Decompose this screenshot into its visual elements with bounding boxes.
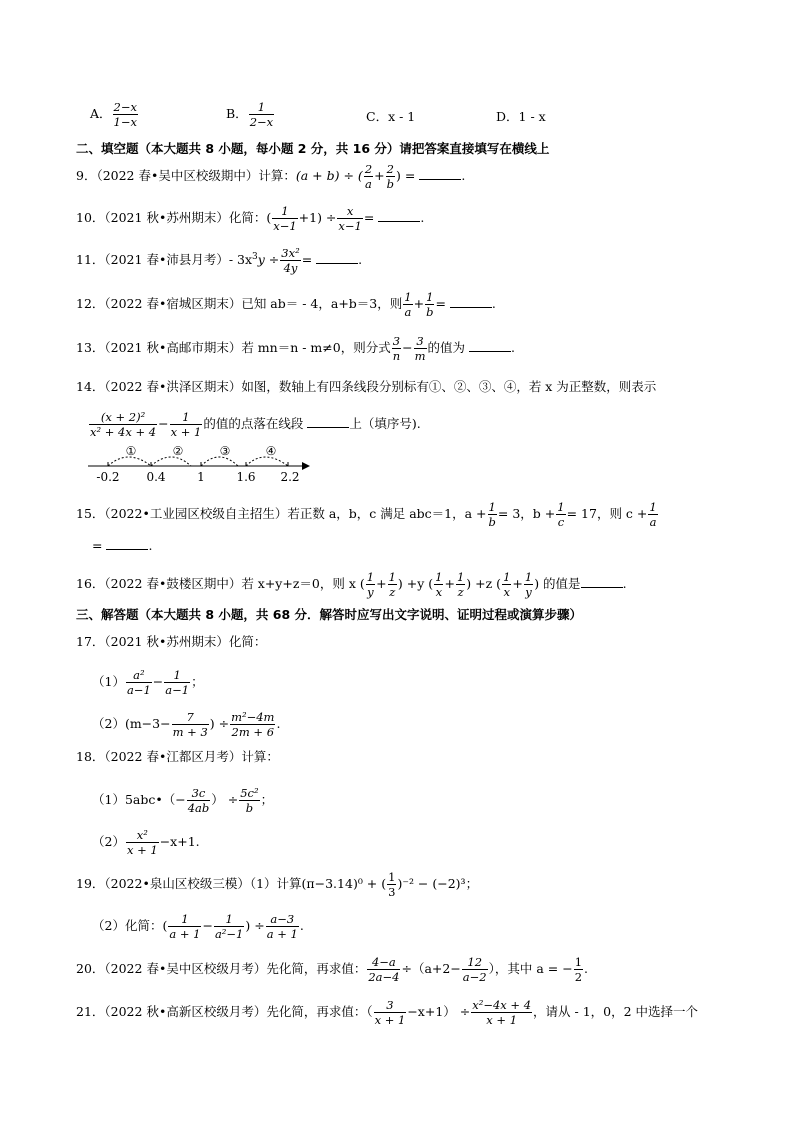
segment-label-2: ② — [172, 444, 184, 458]
option-d: D．1 - x — [496, 109, 546, 124]
question-16: 16．（2022 春•鼓楼区期中）若 x+y+z＝0，则 x ( $\frac{1}{y}$ + $\frac{1}{z}$ ) +y ( $\frac{1}{x}$ + $\frac{1}{z}$ ) +z ( $\frac{1}{x}$ + $\frac{1}{y}$ ) 的值是 . — [76, 570, 627, 599]
question-17-part-2: （2）(m−3− $\frac{7}{m + 3}$ ) ÷ $\frac{\text{m²−4m}}{2m + 6}$ . — [92, 710, 281, 739]
question-17: 17．（2021 秋•苏州期末）化简： — [76, 634, 267, 649]
answer-blank — [581, 575, 623, 588]
segment-1-arc — [108, 457, 151, 466]
option-b: B． $\frac{1}{2-x}$ — [226, 100, 274, 129]
option-c: C．x - 1 — [366, 109, 416, 124]
segment-3-arc — [201, 457, 238, 466]
question-9: 9．（2022 春•吴中区校级期中）计算：(a + b) ÷ ( $\frac{2}{a}$ + $\frac{2}{b}$ ) = . — [76, 162, 466, 191]
answer-blank — [419, 167, 461, 180]
option-b-fraction: $\frac{1}{2-x}$ — [249, 100, 274, 129]
section-3-heading: 三、解答题（本大题共 8 小题，共 68 分．解答时应写出文字说明、证明过程或演算步骤） — [76, 607, 583, 622]
question-15: 15．（2022•工业园区校级自主招生）若正数 a，b，c 满足 abc＝1，a + $\frac{1}{b}$ = 3，b + $\frac{1}{c}$ = 17，则 c + $\frac{1}{a}$ — [76, 500, 657, 529]
answer-blank — [307, 415, 349, 428]
section-2-heading: 二、填空题（本大题共 8 小题，每小题 2 分，共 16 分）请把答案直接填写在横线上 — [76, 141, 550, 156]
question-14: 14．（2022 春•洪泽区期末）如图，数轴上有四条线段分别标有①、②、③、④，若 x 为正整数，则表示 — [76, 379, 657, 394]
answer-blank — [378, 209, 420, 222]
segment-4-arc — [246, 457, 288, 466]
tick-label: 1 — [197, 470, 205, 484]
tick-label: 1.6 — [236, 470, 256, 484]
answer-blank — [469, 339, 511, 352]
question-11: 11．（2021 春•沛县月考）- $3x^3y$ ÷ $\frac{\text{3x²}}{4y}$ = . — [76, 246, 363, 275]
question-18: 18．（2022 春•江都区月考）计算： — [76, 749, 279, 764]
question-20: 20．（2022 春•吴中区校级月考）先化简，再求值： $\frac{4-a}{2a-4}$ ÷（a+2− $\frac{12}{a-2}$ ），其中 a = − $\frac{1}{2}$ . — [76, 955, 588, 984]
number-line — [88, 440, 318, 488]
question-12: 12．（2022 春•宿城区期末）已知 ab＝ - 4，a+b＝3，则 $\frac{1}{a}$ + $\frac{1}{b}$ = . — [76, 290, 496, 319]
question-19-part-2: （2）化简：( $\frac{1}{a + 1}$ − $\frac{1}{\text{a²−1}}$ ) ÷ $\frac{a-3}{a + 1}$ . — [92, 912, 304, 941]
question-14-expression: $\frac{\text{(x + 2)²}}{\text{x² + 4x + 4}}$ − $\frac{1}{x + 1}$ 的值的点落在线段 上（填序号). — [90, 410, 421, 439]
question-10: 10．（2021 秋•苏州期末）化简：( $\frac{1}{x-1}$ +1) ÷ $\frac{x}{x-1}$ = . — [76, 204, 425, 233]
question-13: 13．（2021 秋•高邮市期末）若 mn＝n - m≠0，则分式 $\frac{3}{n}$ − $\frac{3}{m}$ 的值为 . — [76, 334, 515, 363]
segment-label-4: ④ — [265, 444, 277, 458]
tick-label: -0.2 — [96, 470, 120, 484]
question-21: 21．（2022 秋•高新区校级月考）先化简，再求值：（ $\frac{3}{x + 1}$ −x+1） ÷ $\frac{\text{x²−4x + 4}}{x + 1}$ ，请从 - 1，0，2 中选择一个 — [76, 998, 699, 1027]
question-17-part-1: （1） $\frac{\text{a²}}{a-1}$ − $\frac{1}{a-1}$ ； — [92, 668, 204, 697]
tick-label: 0.4 — [146, 470, 166, 484]
answer-blank — [106, 537, 148, 550]
question-18-part-1: （1）5abc•（− $\frac{3c}{4ab}$ ） ÷ $\frac{\text{5c²}}{b}$ ； — [92, 786, 274, 815]
question-18-part-2: （2） $\frac{\text{x²}}{x + 1}$ −x+1. — [92, 828, 200, 857]
answer-blank — [450, 295, 492, 308]
segment-label-1: ① — [125, 444, 137, 458]
tick-label: 2.2 — [280, 470, 300, 484]
question-15-answer: = . — [92, 538, 153, 553]
segment-label-3: ③ — [219, 444, 231, 458]
option-a-fraction: $\frac{2-x}{1-x}$ — [113, 100, 137, 129]
answer-blank — [316, 251, 358, 264]
question-19: 19．（2022•泉山区校级三模）（1）计算(π−3.14)⁰ + ( $\frac{1}{3}$ )⁻² − (−2)³； — [76, 870, 479, 899]
segment-2-arc — [151, 457, 191, 466]
option-a: A． $\frac{2-x}{1-x}$ — [90, 100, 137, 129]
